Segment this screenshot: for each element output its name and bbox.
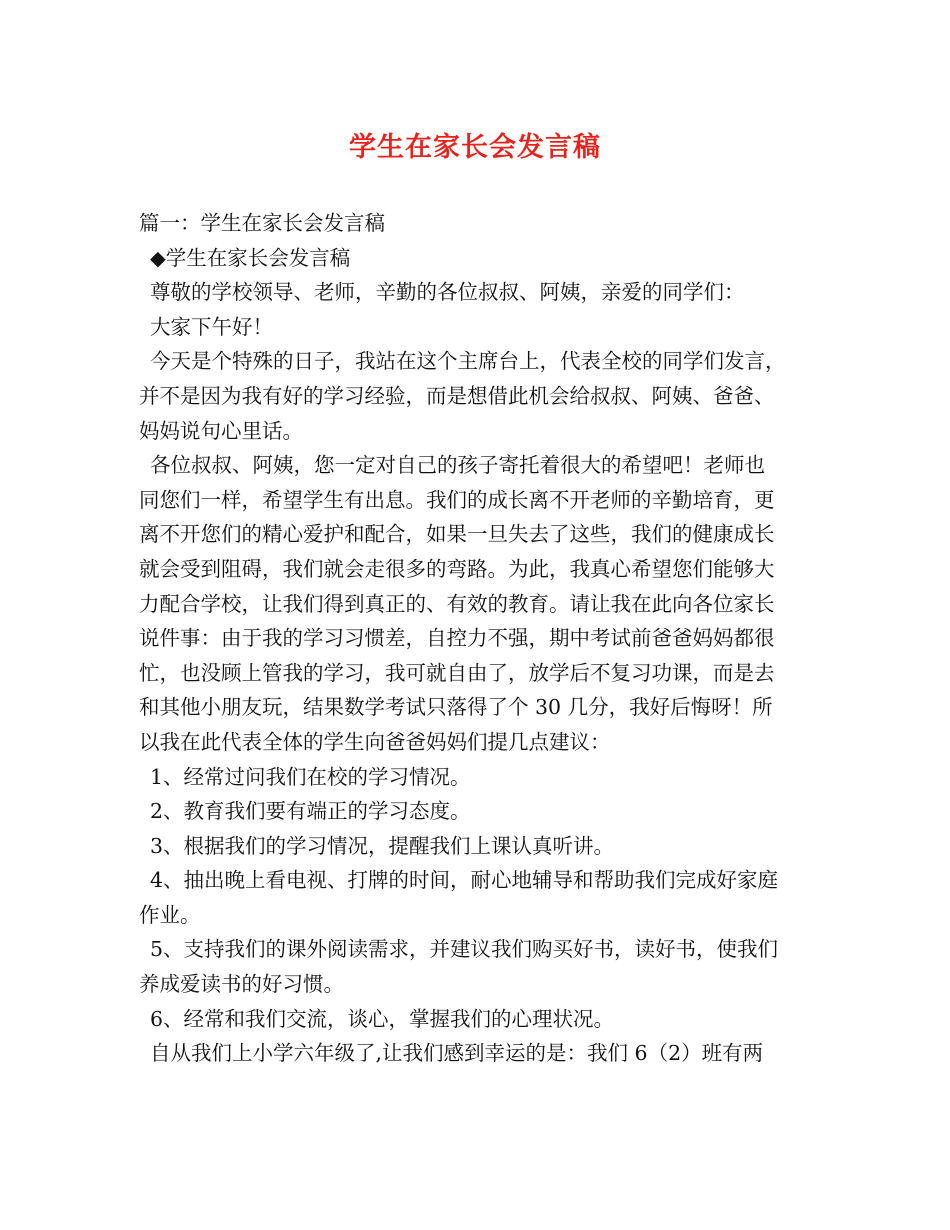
paragraph-line: 自从我们上小学六年级了,让我们感到幸运的是：我们 6（2）班有两 xyxy=(150,1041,764,1066)
document-body xyxy=(139,206,819,1071)
paragraph-line: 并不是因为我有好的学习经验，而是想借此机会给叔叔、阿姨、爸爸、 xyxy=(139,383,775,408)
document-title: 学生在家长会发言稿 xyxy=(349,132,601,163)
paragraph-line: 同您们一样，希望学生有出息。我们的成长离不开老师的辛勤培育，更 xyxy=(139,487,775,512)
paragraph-line: 离不开您们的精心爱护和配合，如果一旦失去了这些，我们的健康成长 xyxy=(139,522,775,547)
list-item: 4、抽出晚上看电视、打牌的时间，耐心地辅导和帮助我们完成好家庭 xyxy=(150,868,779,893)
paragraph-line: 今天是个特殊的日子，我站在这个主席台上，代表全校的同学们发言， xyxy=(150,349,786,374)
list-item-continuation: 养成爱读书的好习惯。 xyxy=(139,972,344,997)
list-item: 6、经常和我们交流，谈心，掌握我们的心理状况。 xyxy=(150,1006,615,1031)
greeting-line: 大家下午好！ xyxy=(150,314,273,339)
list-item: 1、经常过问我们在校的学习情况。 xyxy=(150,764,471,789)
greeting-line: 尊敬的学校领导、老师，辛勤的各位叔叔、阿姨，亲爱的同学们： xyxy=(150,280,745,305)
paragraph-line: 就会受到阻碍，我们就会走很多的弯路。为此，我真心希望您们能够大 xyxy=(139,556,775,581)
paragraph-line: 力配合学校，让我们得到真正的、有效的教育。请让我在此向各位家长 xyxy=(139,591,775,616)
paragraph-line: 和其他小朋友玩，结果数学考试只落得了个 30 几分，我好后悔呀！所 xyxy=(139,695,773,720)
list-item-continuation: 作业。 xyxy=(139,902,201,927)
list-item: 3、根据我们的学习情况，提醒我们上课认真听讲。 xyxy=(150,833,615,858)
paragraph-line: 各位叔叔、阿姨，您一定对自己的孩子寄托着很大的希望吧！老师也 xyxy=(150,453,765,478)
paragraph-line: 说件事：由于我的学习习惯差，自控力不强，期中考试前爸爸妈妈都很 xyxy=(139,626,775,651)
list-item: 2、教育我们要有端正的学习态度。 xyxy=(150,799,471,824)
list-item: 5、支持我们的课外阅读需求，并建议我们购买好书，读好书，使我们 xyxy=(150,937,779,962)
paragraph-line: 忙，也没顾上管我的学习，我可就自由了，放学后不复习功课，而是去 xyxy=(139,660,775,685)
paragraph-line: 妈妈说句心里话。 xyxy=(139,418,303,443)
subheading-line: ◆学生在家长会发言稿 xyxy=(150,245,351,270)
section-heading: 篇一：学生在家长会发言稿 xyxy=(139,211,385,235)
paragraph-line: 以我在此代表全体的学生向爸爸妈妈们提几点建议： xyxy=(139,729,611,754)
